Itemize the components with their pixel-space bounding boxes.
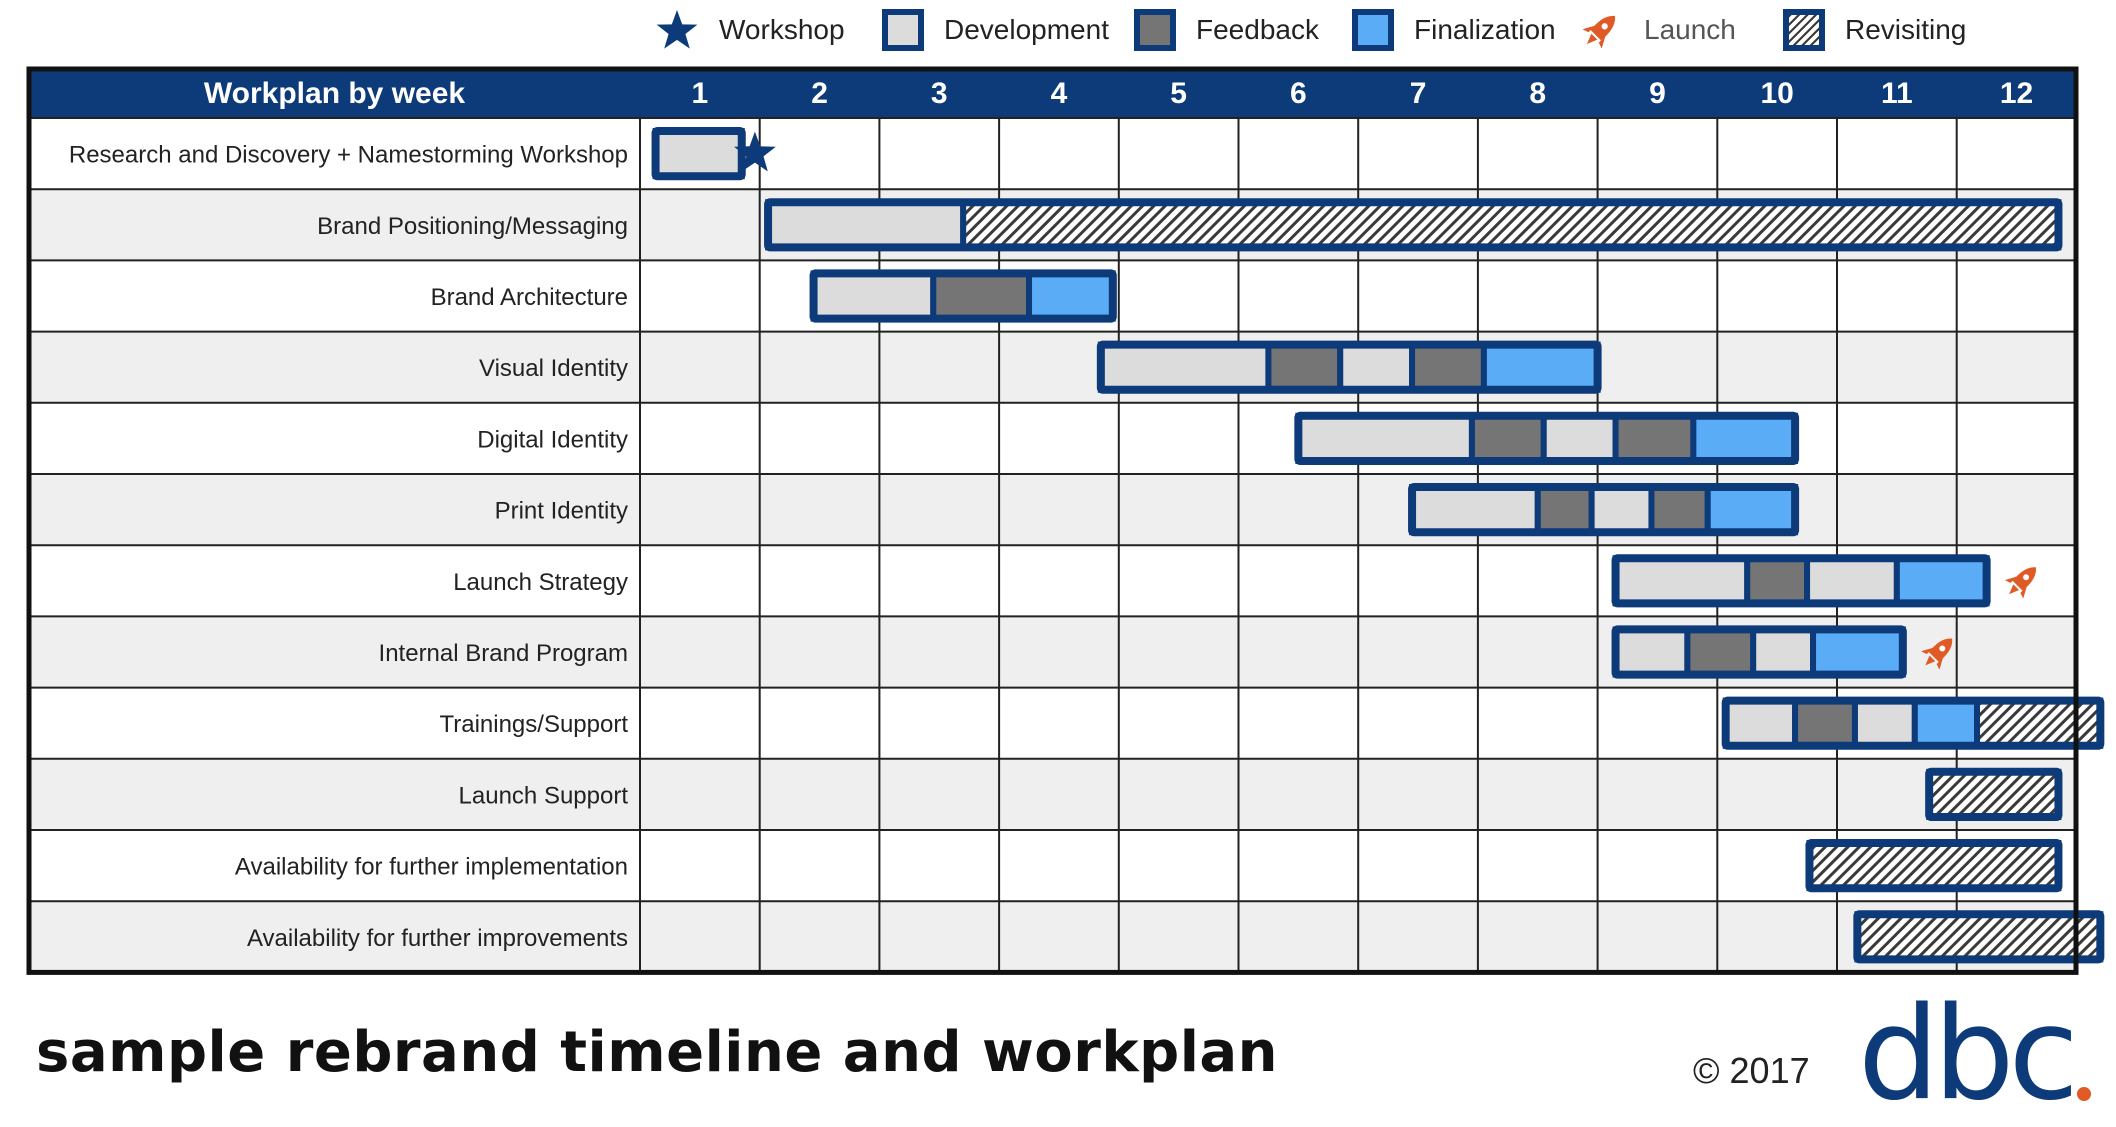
bar-segment-revisiting — [1929, 772, 2058, 817]
task-label: Brand Positioning/Messaging — [317, 212, 628, 240]
task-label: Availability for further improvements — [246, 924, 628, 952]
bar-segment-finalization — [1897, 558, 1987, 603]
bar-segment-feedback — [1795, 701, 1855, 746]
bar-segment-feedback — [1651, 487, 1707, 532]
bar-segment-feedback — [1412, 345, 1484, 390]
bar-segment-development — [1592, 487, 1652, 532]
legend-label-finalization: Finalization — [1414, 14, 1556, 45]
task-label: Digital Identity — [477, 426, 628, 454]
bar-segment-development — [814, 273, 934, 318]
bar-segment-development — [1101, 345, 1269, 390]
task-label: Trainings/Support — [439, 711, 628, 739]
logo-text: dbc — [1858, 990, 2073, 1110]
week-label: 1 — [691, 77, 709, 110]
bar-segment-feedback — [1472, 416, 1544, 461]
bar-segment-finalization — [1693, 416, 1795, 461]
bar-segment-finalization — [1708, 487, 1795, 532]
week-label: 5 — [1170, 77, 1187, 110]
week-label: 8 — [1529, 77, 1547, 110]
bar-segment-development — [1753, 629, 1813, 674]
bar-segment-finalization — [1484, 345, 1598, 390]
bar-segment-feedback — [1268, 345, 1340, 390]
legend-label-revisiting: Revisiting — [1845, 14, 1967, 45]
legend-label-development: Development — [944, 14, 1109, 45]
week-label: 3 — [930, 77, 948, 110]
legend-label-workshop: Workshop — [719, 14, 845, 45]
bar-segment-feedback — [933, 273, 1029, 318]
bar-segment-feedback — [1687, 629, 1753, 674]
legend-label-feedback: Feedback — [1196, 14, 1319, 45]
bar-segment-revisiting — [1809, 843, 2058, 888]
dbc-logo — [1858, 990, 2098, 1110]
week-label: 12 — [1999, 77, 2034, 110]
bar-segment-development — [1340, 345, 1412, 390]
bar-segment-finalization — [1029, 273, 1113, 318]
task-label: Launch Support — [458, 782, 628, 810]
task-label: Visual Identity — [479, 355, 628, 383]
task-label: Launch Strategy — [453, 568, 628, 596]
bar-segment-finalization — [1915, 701, 1977, 746]
bar-segment-revisiting — [1857, 914, 2100, 959]
task-label: Availability for further implementation — [234, 853, 628, 881]
bar-segment-development — [1412, 487, 1538, 532]
logo-dot — [2077, 1087, 2091, 1101]
bar-segment-revisiting — [963, 202, 2058, 247]
bar-segment-development — [1807, 558, 1897, 603]
bar-segment-development — [1616, 558, 1748, 603]
bar-segment-feedback — [1616, 416, 1694, 461]
row-background — [29, 759, 2076, 830]
header-title: Workplan by week — [203, 77, 466, 110]
week-label: 11 — [1880, 77, 1913, 110]
week-label: 2 — [811, 77, 828, 110]
bar-segment-development — [1616, 629, 1688, 674]
week-label: 4 — [1050, 77, 1068, 110]
bar-segment-feedback — [1747, 558, 1807, 603]
bar-segment-feedback — [1538, 487, 1592, 532]
task-label: Research and Discovery + Namestorming Workshop — [68, 141, 628, 169]
bar-segment-development — [1726, 701, 1795, 746]
bar-segment-development — [1544, 416, 1616, 461]
copyright-notice: © 2017 — [1693, 1050, 1810, 1091]
footer-title: sample rebrand timeline and workplan — [36, 1020, 1279, 1085]
bar-segment-finalization — [1813, 629, 1903, 674]
legend-label-launch: Launch — [1644, 14, 1736, 45]
task-label: Brand Architecture — [430, 284, 628, 311]
row-background — [29, 332, 2076, 403]
bar-segment-development — [768, 202, 963, 247]
bar-segment-revisiting — [1977, 701, 2100, 746]
week-label: 7 — [1409, 77, 1427, 110]
bar-segment-development — [656, 131, 742, 176]
week-label: 6 — [1290, 77, 1307, 110]
week-label: 10 — [1760, 77, 1794, 110]
bar-segment-development — [1298, 416, 1472, 461]
task-label: Print Identity — [494, 497, 628, 525]
week-label: 9 — [1649, 77, 1666, 110]
task-label: Internal Brand Program — [378, 640, 628, 667]
bar-segment-development — [1855, 701, 1915, 746]
